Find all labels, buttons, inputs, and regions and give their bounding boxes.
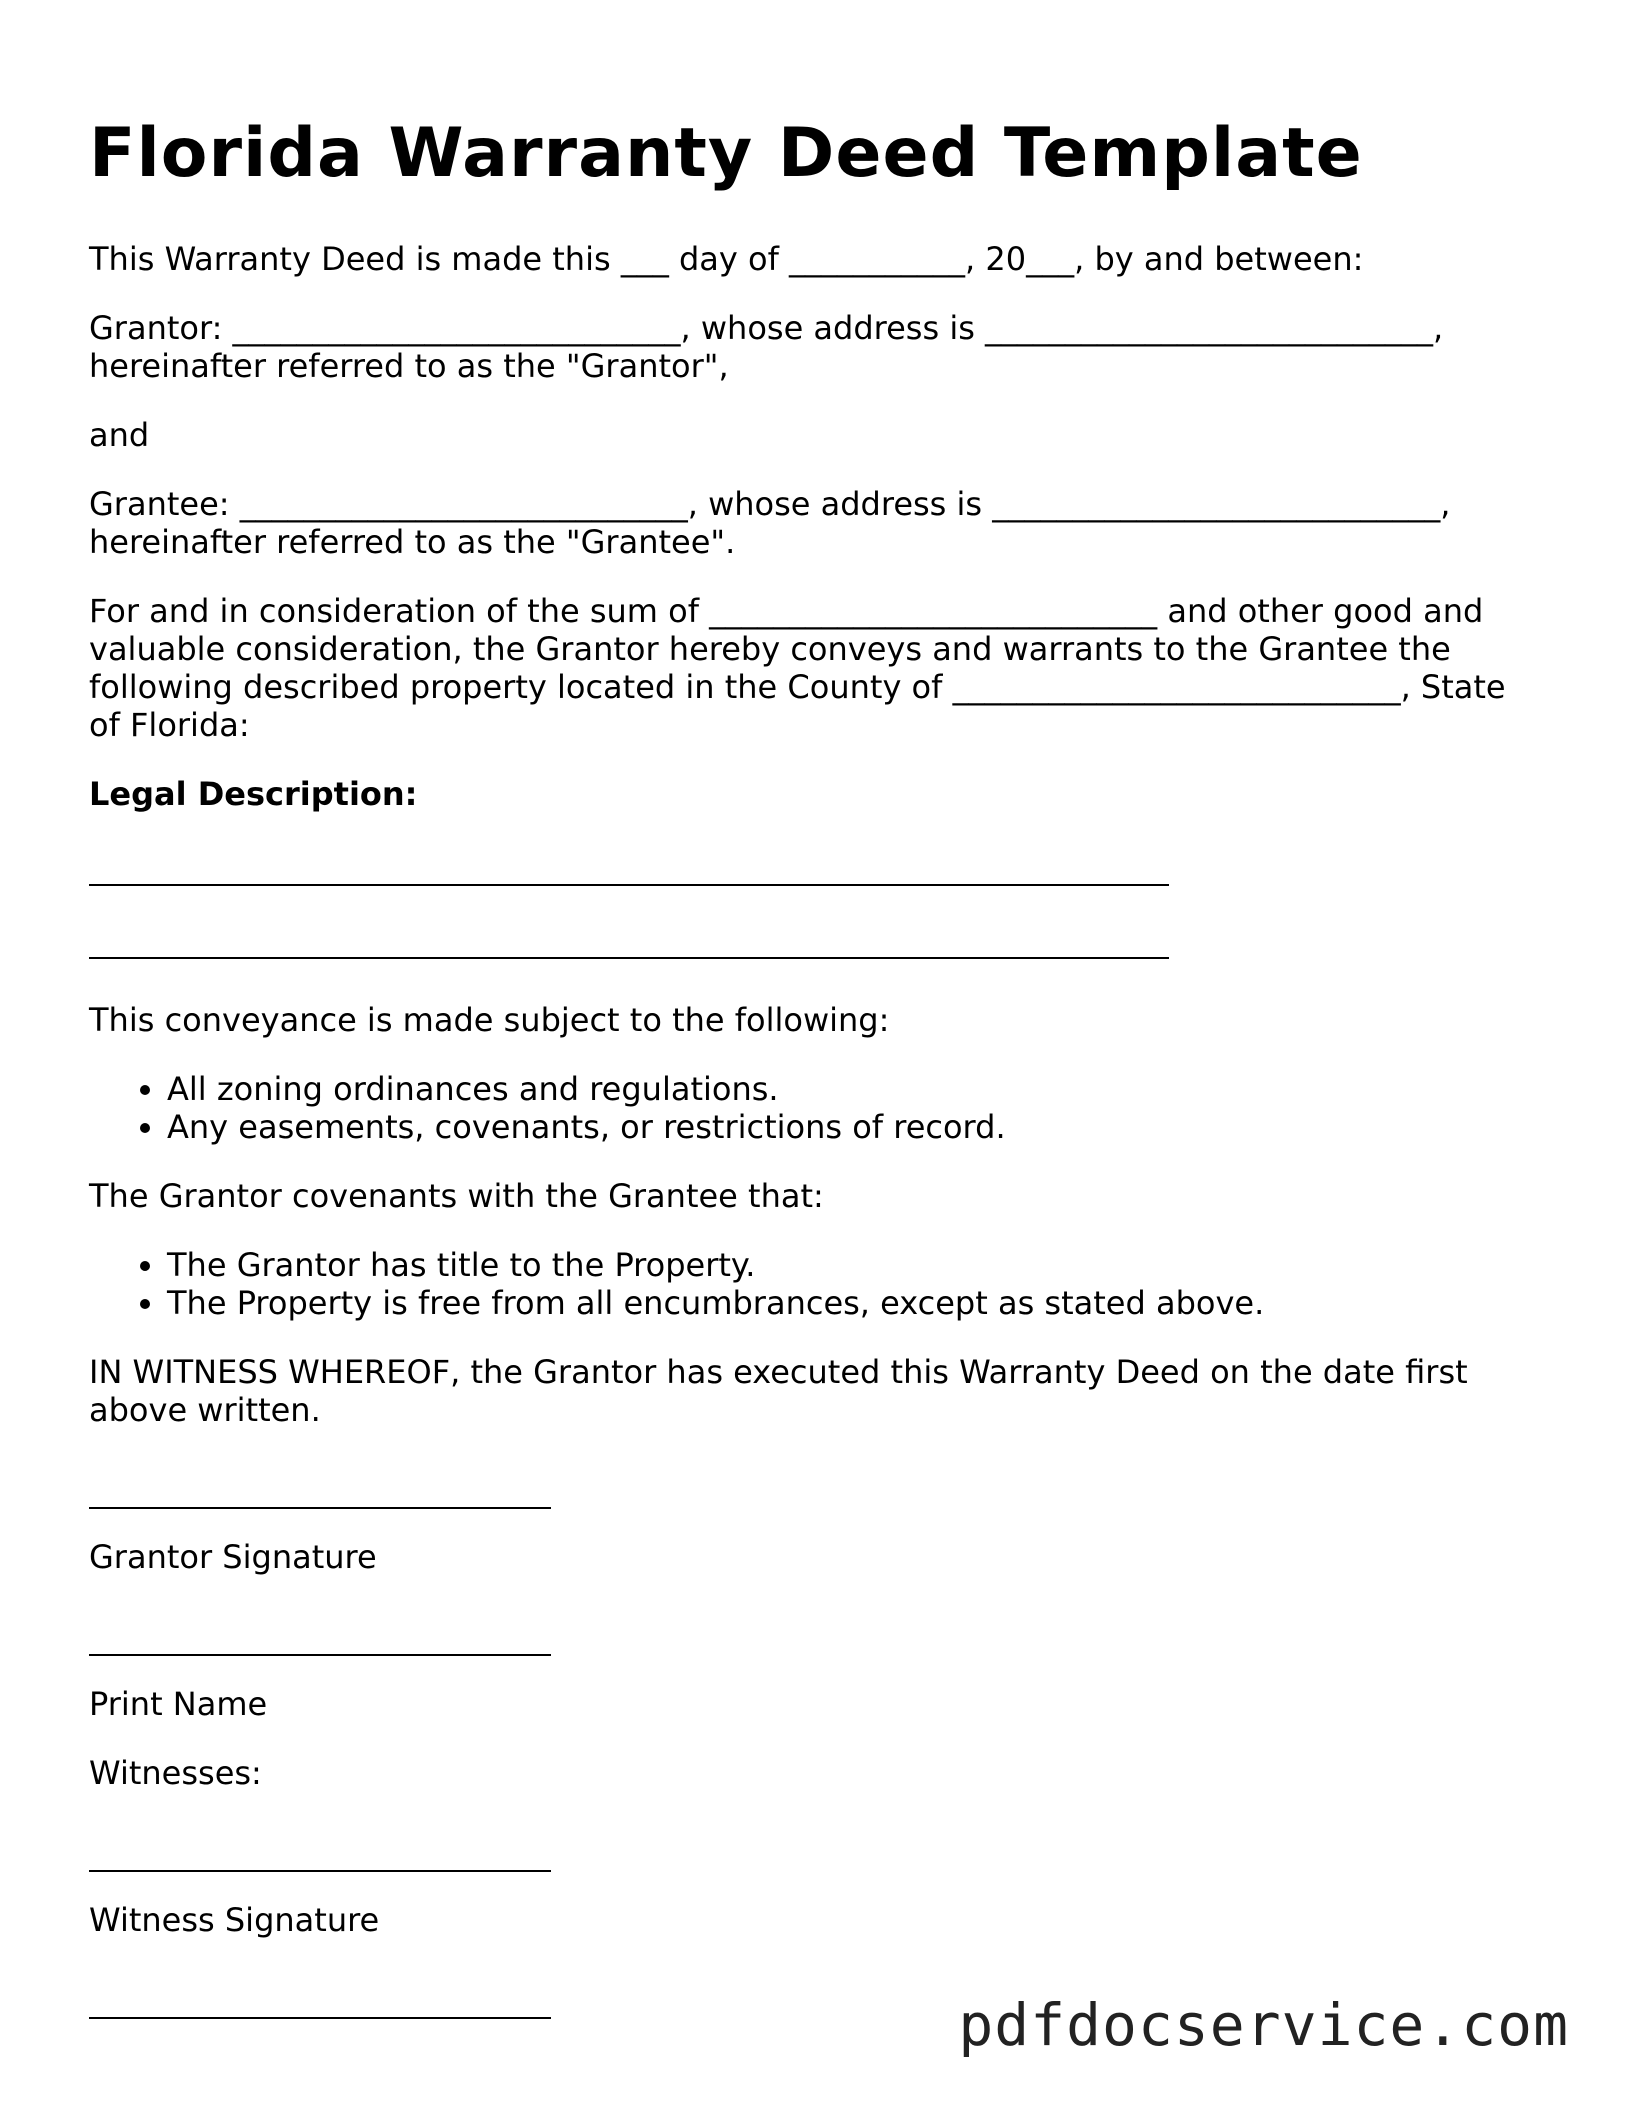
- list-item: • Any easements, covenants, or restrictions of record.: [167, 1108, 1539, 1146]
- grantee-line-2: hereinafter referred to as the "Grantee".: [89, 523, 736, 561]
- print-name-label: Print Name: [89, 1685, 268, 1723]
- witness-signature-line: [89, 1870, 551, 1872]
- list-item: • All zoning ordinances and regulations.: [167, 1070, 1539, 1108]
- consideration-line-1: For and in consideration of the sum of ____________________________ and other good and: [89, 592, 1484, 630]
- grantor-line-1: Grantor: ____________________________, whose address is ____________________________,: [89, 309, 1444, 347]
- list-item: • The Property is free from all encumbrances, except as stated above.: [167, 1284, 1539, 1322]
- consideration-line-4: of Florida:: [89, 706, 250, 744]
- list-item: • The Grantor has title to the Property.: [167, 1246, 1539, 1284]
- witness-whereof-line-1: IN WITNESS WHEREOF, the Grantor has executed this Warranty Deed on the date first: [89, 1353, 1468, 1391]
- subject-intro: This conveyance is made subject to the following:: [89, 1001, 890, 1039]
- grantee-line-1: Grantee: ____________________________, whose address is ____________________________,: [89, 485, 1451, 523]
- grantor-signature-label: Grantor Signature: [89, 1538, 377, 1576]
- grantor-line-2: hereinafter referred to as the "Grantor",: [89, 347, 729, 385]
- legal-description-heading: Legal Description:: [89, 775, 418, 813]
- covenant-intro: The Grantor covenants with the Grantee that:: [89, 1177, 824, 1215]
- legal-description-blank-line-1: [89, 884, 1169, 886]
- witness-second-signature-line: [89, 2017, 551, 2019]
- witness-whereof-line-2: above written.: [89, 1391, 321, 1429]
- grantor-paragraph: [89, 309, 1539, 385]
- witness-signature-label: Witness Signature: [89, 1901, 380, 1939]
- consideration-paragraph: [89, 592, 1539, 744]
- legal-description-blank-line-2: [89, 957, 1169, 959]
- page-title: Florida Warranty Deed Template: [89, 114, 1363, 193]
- print-name-line: [89, 1654, 551, 1656]
- intro-paragraph: This Warranty Deed is made this ___ day of ___________, 20___, by and between:: [89, 240, 1364, 278]
- grantee-paragraph: [89, 485, 1539, 561]
- and-text: and: [89, 416, 150, 454]
- grantor-signature-line: [89, 1507, 551, 1509]
- witness-whereof-paragraph: [89, 1353, 1539, 1429]
- document-body: [89, 112, 1539, 2019]
- consideration-line-3: following described property located in the County of ____________________________, State: [89, 668, 1506, 706]
- watermark-text: pdfdocservice.com: [958, 1991, 1569, 2059]
- consideration-line-2: valuable consideration, the Grantor hereby conveys and warrants to the Grantee the: [89, 630, 1451, 668]
- subject-list: [89, 1070, 1539, 1146]
- covenant-list: [89, 1246, 1539, 1322]
- witnesses-label: Witnesses:: [89, 1754, 262, 1792]
